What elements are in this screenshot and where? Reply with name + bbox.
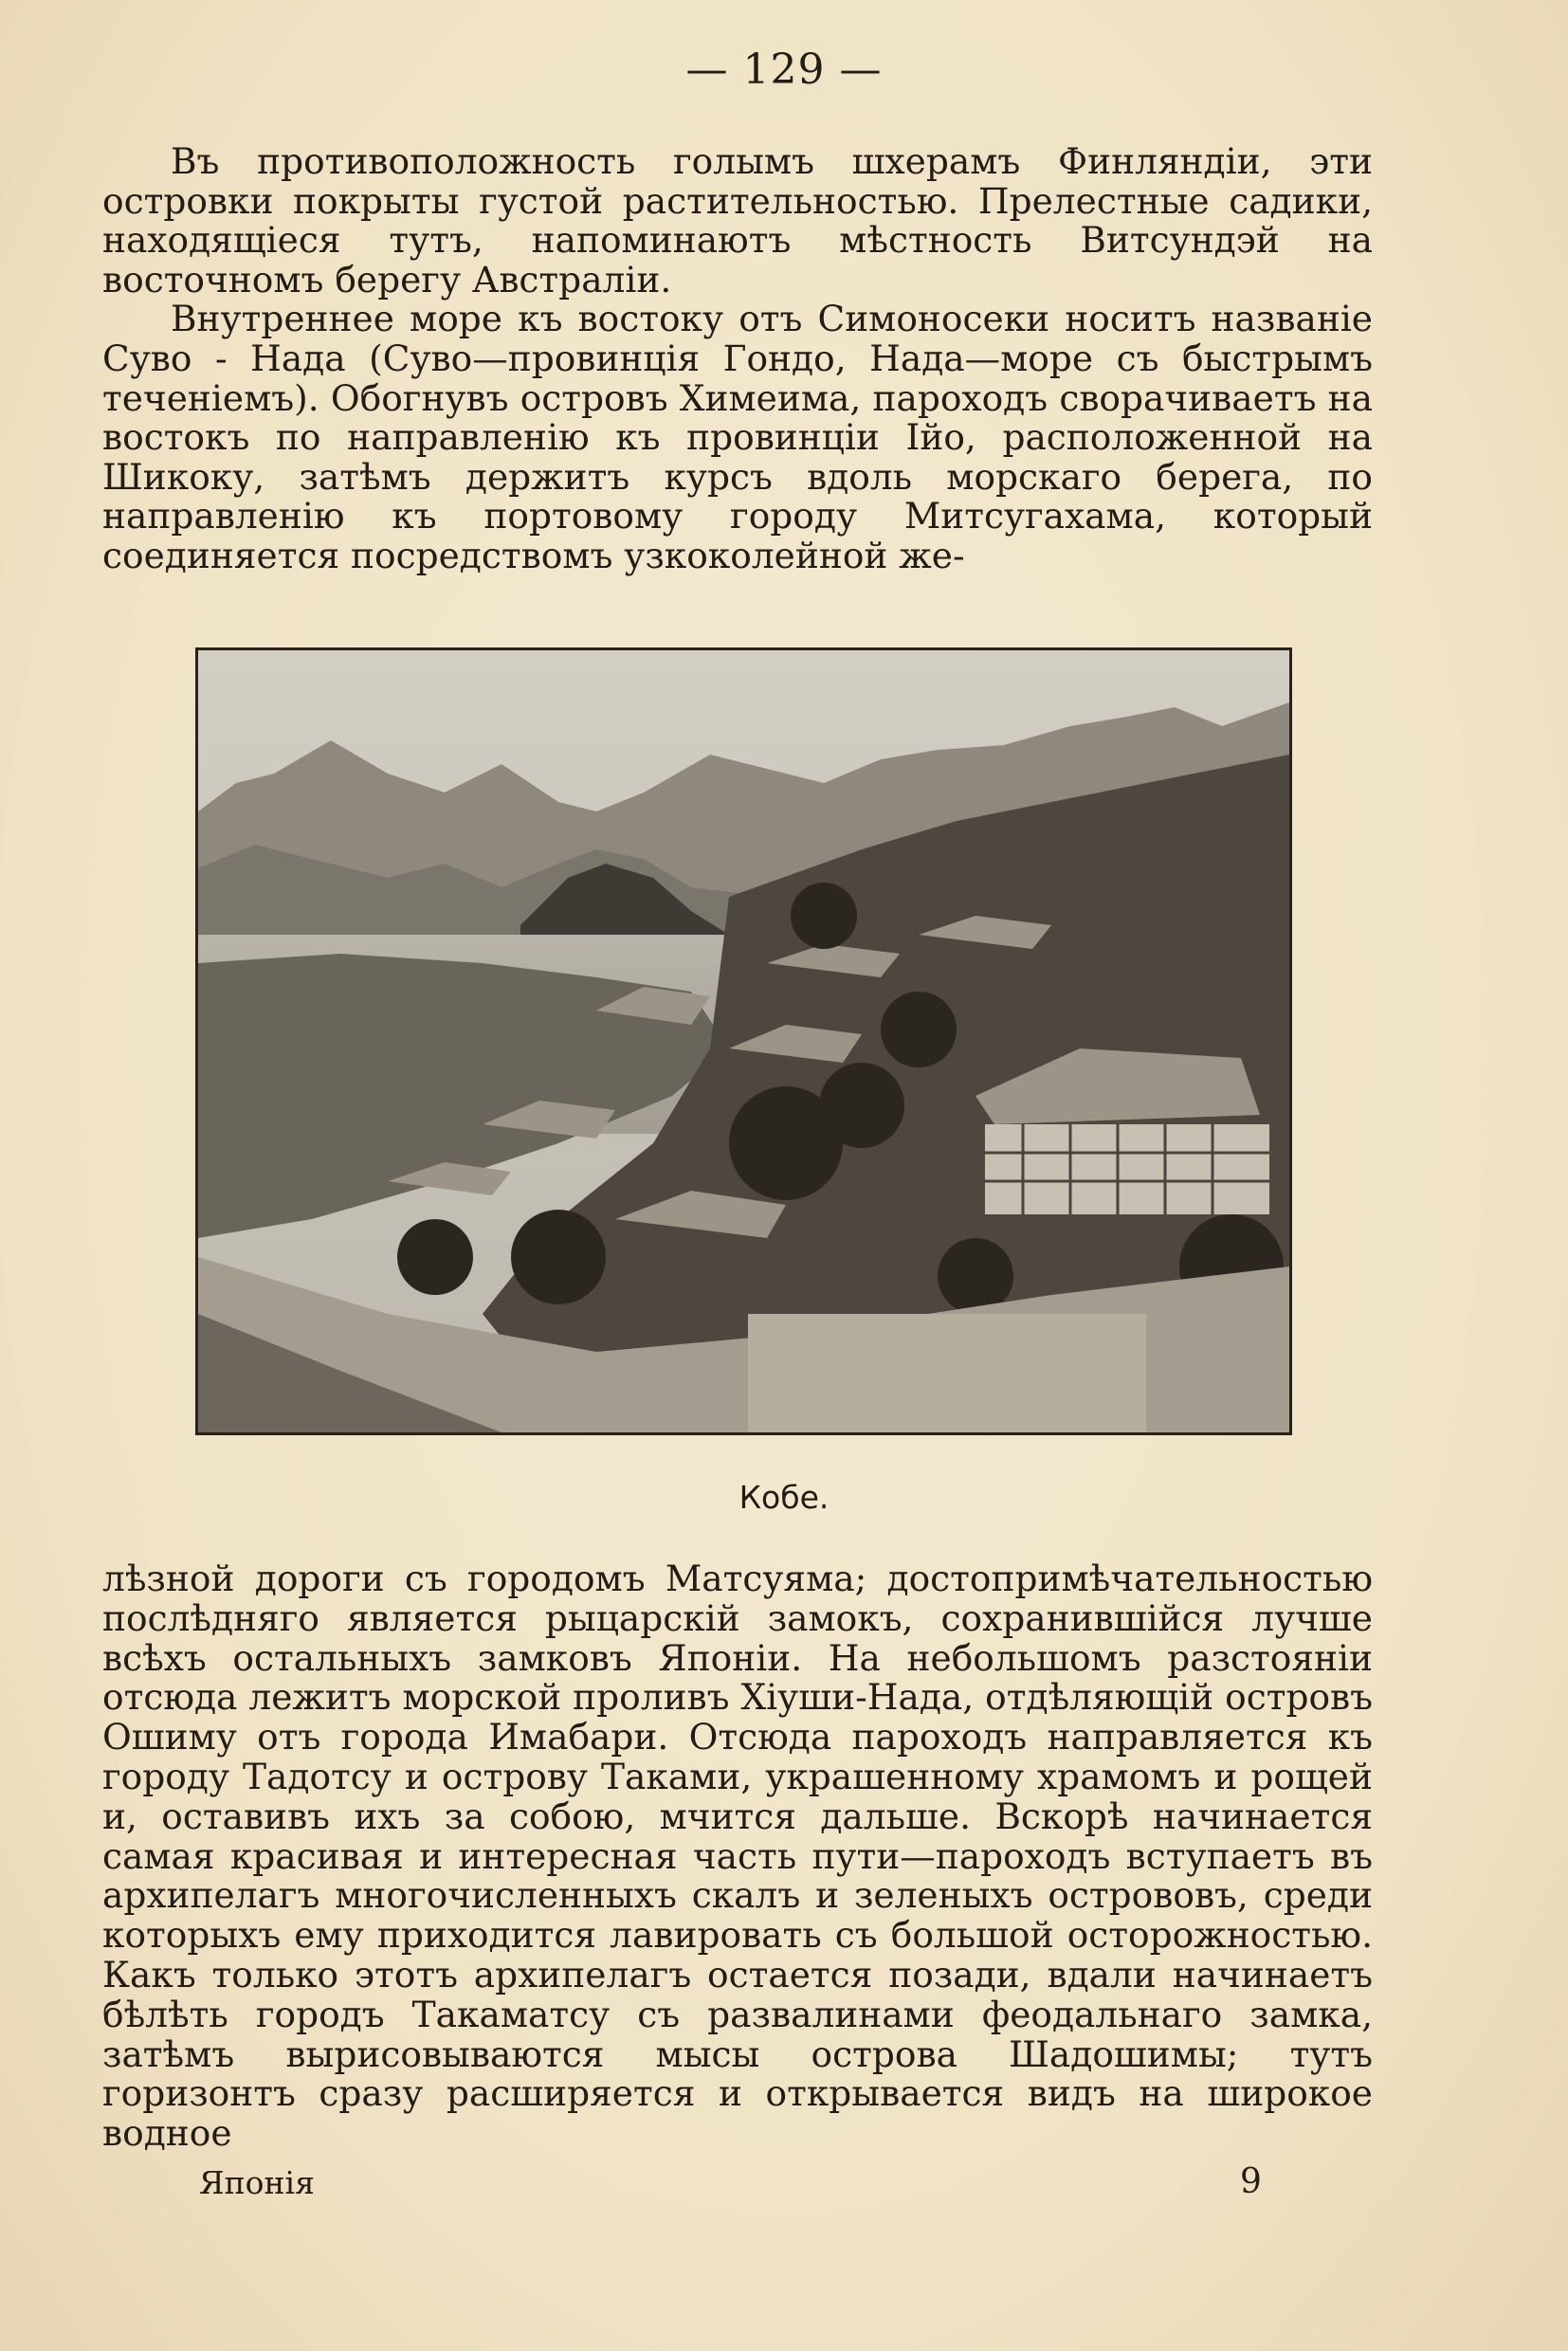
top-text-block: [102, 142, 1373, 576]
figure-caption: Кобе.: [738, 1479, 830, 1516]
paragraph-2: Внутреннее море къ востоку отъ Симоносеки носитъ названіе Суво - Нада (Суво—провинція Гондо, Нада—море съ быстрымъ теченіемъ). Обогнувъ островъ Химеима, пароходъ сворачиваетъ на востокъ по направленію къ провинціи Ійо, расположенной на Шикоку, затѣмъ держитъ курсъ вдоль морскаго берега, по направленію къ портовому городу Митсугахама, который соединяется посредствомъ узкоколейной же-: [102, 298, 1373, 576]
tree: [791, 883, 857, 949]
paragraph-3: лѣзной дороги съ городомъ Матсуяма; достопримѣчательностью послѣдняго является рыцарскій замокъ, сохранившійся лучше всѣхъ остальныхъ замковъ Японіи. На небольшомъ разстояніи отсюда лежитъ морской проливъ Хіуши-Нада, отдѣляющій островъ Ошиму отъ города Имабари. Отсюда пароходъ направляется къ городу Тадотсу и острову Таками, украшенному храмомъ и рощей и, оставивъ ихъ за собою, мчится дальше. Вскорѣ начинается самая красивая и интересная часть пути—пароходъ вступаетъ въ архипелагъ многочисленныхъ скалъ и зеленыхъ острововъ, среди которыхъ ему приходится лавировать съ большой осторожностью. Какъ только этотъ архипелагъ остается позади, вдали начинаетъ бѣлѣть городъ Такаматсу съ развалинами феодальнаго замка, затѣмъ вырисовываются мысы острова Шадошимы; тутъ горизонтъ сразу расширяется и открывается видъ на широкое водное: [102, 1558, 1373, 2155]
bottom-text-block: [102, 1559, 1373, 2154]
tree: [397, 1219, 473, 1295]
tree: [881, 992, 957, 1067]
paragraph-1: Въ противоположность голымъ шхерамъ Финляндіи, эти островки покрыты густой растительностью. Прелестные садики, находящіеся тутъ, напоминаютъ мѣстность Витсундэй на восточномъ берегу Австраліи.: [102, 140, 1373, 301]
kobe-photograph: [195, 647, 1292, 1435]
signature-mark: Японія: [199, 2164, 315, 2201]
tree: [819, 1063, 904, 1148]
foreground-field: [748, 1314, 1146, 1432]
page-number: — 129 —: [685, 46, 883, 94]
sheet-number: 9: [1240, 2162, 1262, 2201]
veranda-building: [985, 1124, 1269, 1214]
tree: [511, 1210, 606, 1304]
